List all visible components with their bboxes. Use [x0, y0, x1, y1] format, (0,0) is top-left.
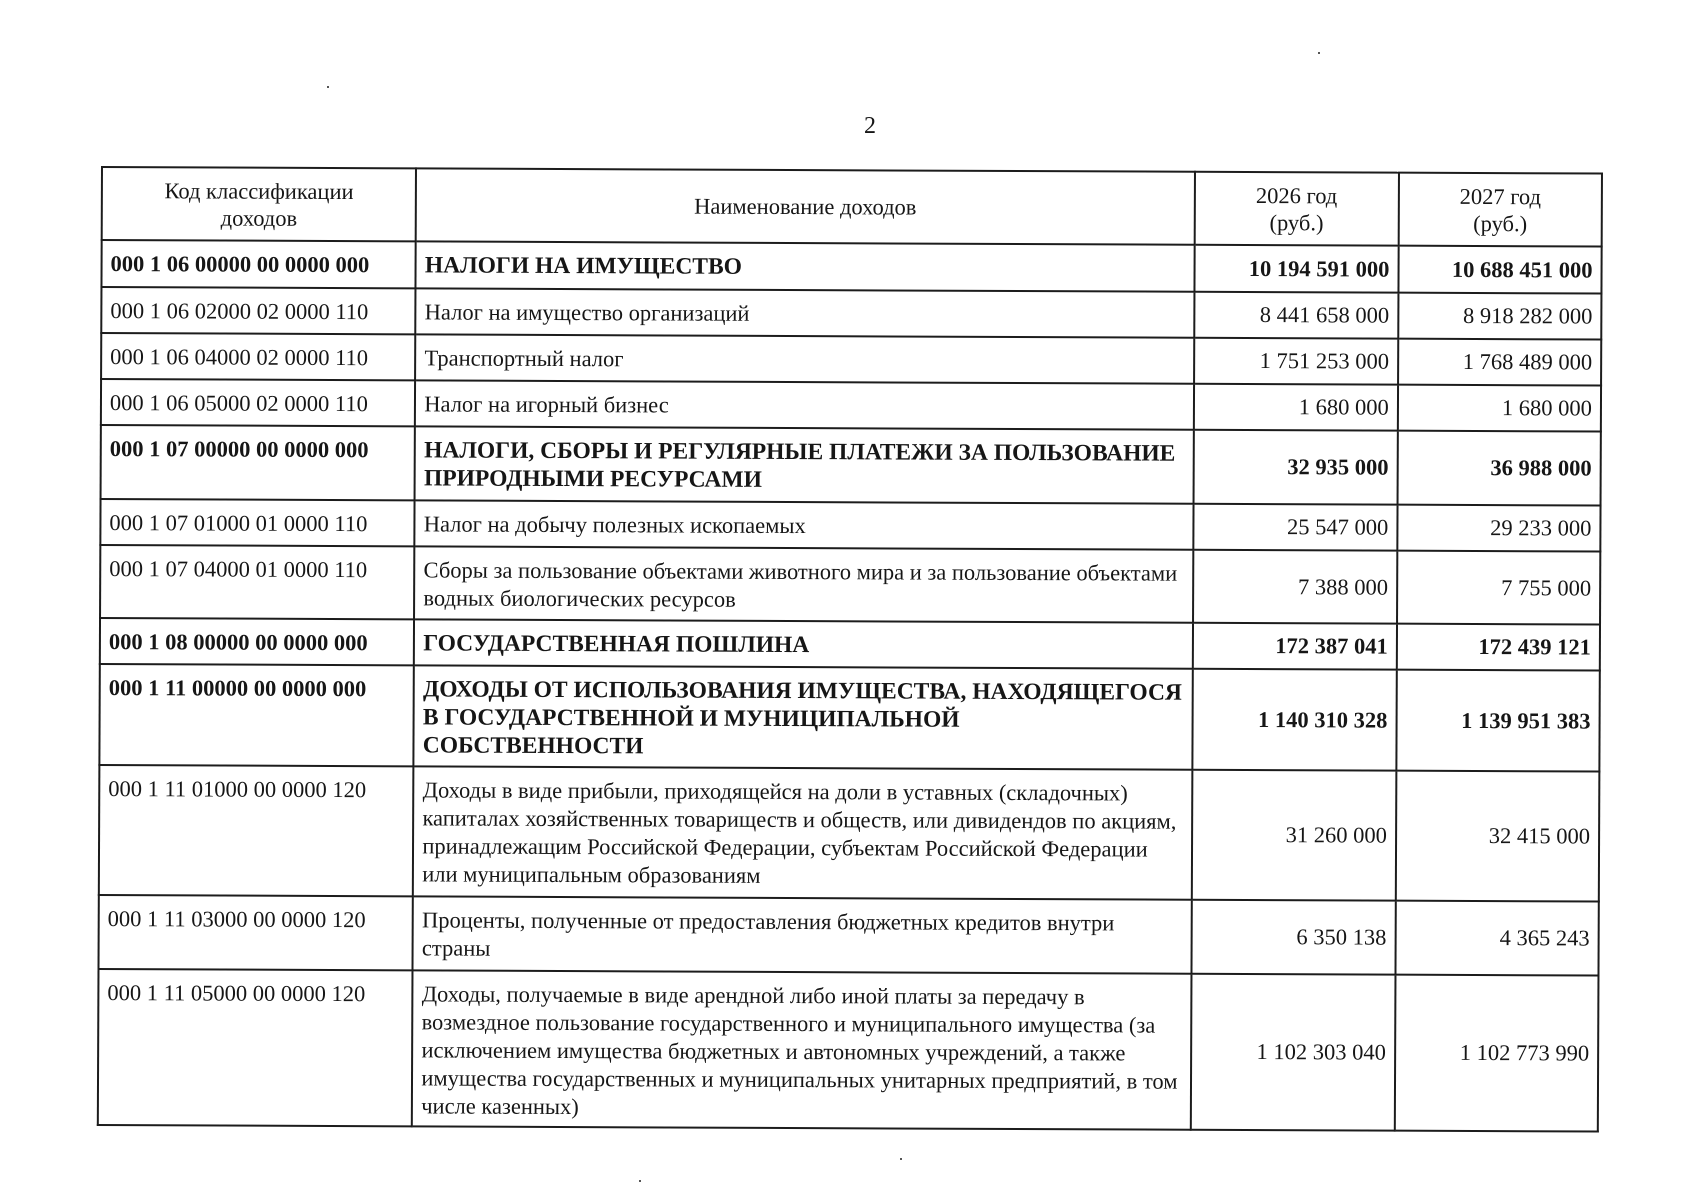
row-2026-value: 1 680 000 [1194, 384, 1398, 431]
row-code: 000 1 07 00000 00 0000 000 [101, 425, 416, 500]
row-2027-value: 1 768 489 000 [1398, 339, 1601, 386]
row-code: 000 1 11 00000 00 0000 000 [99, 664, 414, 766]
row-code: 000 1 06 00000 00 0000 000 [101, 240, 416, 288]
row-name: Налог на игорный бизнес [415, 380, 1193, 429]
row-2027-value: 1 680 000 [1398, 385, 1601, 432]
row-2026-value: 32 935 000 [1193, 430, 1397, 505]
row-code: 000 1 08 00000 00 0000 000 [100, 618, 415, 665]
table-row [101, 287, 1601, 340]
row-2026-value: 1 102 303 040 [1190, 974, 1395, 1131]
scan-speck [1318, 52, 1320, 54]
row-code: 000 1 11 03000 00 0000 120 [98, 895, 413, 970]
revenue-table-container [97, 166, 1603, 1133]
row-2027-value: 32 415 000 [1396, 771, 1600, 902]
row-2026-value: 31 260 000 [1191, 770, 1396, 901]
page-number: 2 [864, 113, 876, 139]
row-name: ГОСУДАРСТВЕННАЯ ПОШЛИНА [414, 619, 1192, 668]
row-code: 000 1 07 01000 01 0000 110 [100, 499, 415, 546]
row-2027-value: 1 139 951 383 [1396, 670, 1600, 772]
row-code: 000 1 06 05000 02 0000 110 [101, 379, 416, 426]
row-name: Проценты, полученные от предоставления бюджетных кредитов внутри страны [413, 896, 1192, 973]
table-row [100, 618, 1600, 671]
row-2027-value: 29 233 000 [1397, 505, 1600, 552]
row-2026-value: 172 387 041 [1192, 623, 1396, 670]
table-row [100, 545, 1600, 625]
row-name: Налог на добычу полезных ископаемых [415, 500, 1193, 549]
row-2026-value: 1 751 253 000 [1194, 338, 1398, 385]
table-row [100, 499, 1600, 552]
header-name: Наименование доходов [416, 168, 1195, 244]
row-code: 000 1 11 05000 00 0000 120 [98, 969, 413, 1126]
scan-speck [639, 1180, 641, 1182]
row-2026-value: 8 441 658 000 [1194, 292, 1398, 339]
row-2026-value: 1 140 310 328 [1192, 669, 1397, 771]
scan-speck [327, 86, 329, 88]
row-2027-value: 7 755 000 [1397, 551, 1601, 625]
row-name: Доходы в виде прибыли, приходящейся на доли в уставных (складочных) капиталах хозяйственных товариществ и обществ, или дивидендов по акциям, принадлежащим Российской Федерации, субъектам Российской Федерации или муниципальным образованиям [413, 766, 1192, 899]
row-code: 000 1 06 02000 02 0000 110 [101, 287, 416, 334]
row-2027-value: 8 918 282 000 [1398, 293, 1601, 340]
table-header-row [102, 167, 1602, 247]
row-2027-value: 1 102 773 990 [1395, 975, 1599, 1132]
table-row [101, 240, 1601, 294]
row-2026-value: 10 194 591 000 [1194, 245, 1398, 293]
row-name: Налог на имущество организаций [416, 288, 1194, 337]
header-code: Код классификации доходов [102, 167, 417, 241]
row-name: НАЛОГИ, СБОРЫ И РЕГУЛЯРНЫЕ ПЛАТЕЖИ ЗА ПОЛЬЗОВАНИЕ ПРИРОДНЫМИ РЕСУРСАМИ [415, 426, 1194, 503]
table-row [98, 895, 1598, 976]
revenue-table [97, 166, 1603, 1133]
row-name: Транспортный налог [415, 334, 1193, 383]
row-2026-value: 7 388 000 [1193, 550, 1397, 624]
row-code: 000 1 07 04000 01 0000 110 [100, 545, 415, 619]
table-row [98, 969, 1599, 1132]
table-row [101, 333, 1601, 386]
row-code: 000 1 06 04000 02 0000 110 [101, 333, 416, 380]
table-row [101, 425, 1601, 506]
row-2027-value: 172 439 121 [1397, 624, 1600, 671]
row-2026-value: 25 547 000 [1193, 504, 1397, 551]
scan-speck [900, 1158, 902, 1160]
row-name: Доходы, получаемые в виде арендной либо иной платы за передачу в возмездное пользование государственного и муниципального имущества (за исключением имущества бюджетных и автономных учреждений, а также имущества государственных и муниципальных унитарных предприятий, в том числе казенных) [412, 970, 1191, 1129]
table-row [99, 765, 1600, 902]
row-2026-value: 6 350 138 [1191, 900, 1395, 975]
header-2027: 2027 год (руб.) [1398, 173, 1602, 247]
row-2027-value: 10 688 451 000 [1398, 246, 1601, 294]
row-name: Сборы за пользование объектами животного мира и за пользование объектами водных биологических ресурсов [414, 546, 1193, 622]
header-2026: 2026 год (руб.) [1194, 172, 1398, 246]
row-code: 000 1 11 01000 00 0000 120 [99, 765, 414, 896]
table-row [99, 664, 1599, 772]
table-row [101, 379, 1601, 432]
row-2027-value: 4 365 243 [1395, 901, 1599, 976]
row-name: НАЛОГИ НА ИМУЩЕСТВО [416, 241, 1194, 291]
row-name: ДОХОДЫ ОТ ИСПОЛЬЗОВАНИЯ ИМУЩЕСТВА, НАХОДЯЩЕГОСЯ В ГОСУДАРСТВЕННОЙ И МУНИЦИПАЛЬНОЙ СОБСТВЕННОСТИ [414, 665, 1193, 769]
row-2027-value: 36 988 000 [1397, 431, 1601, 506]
